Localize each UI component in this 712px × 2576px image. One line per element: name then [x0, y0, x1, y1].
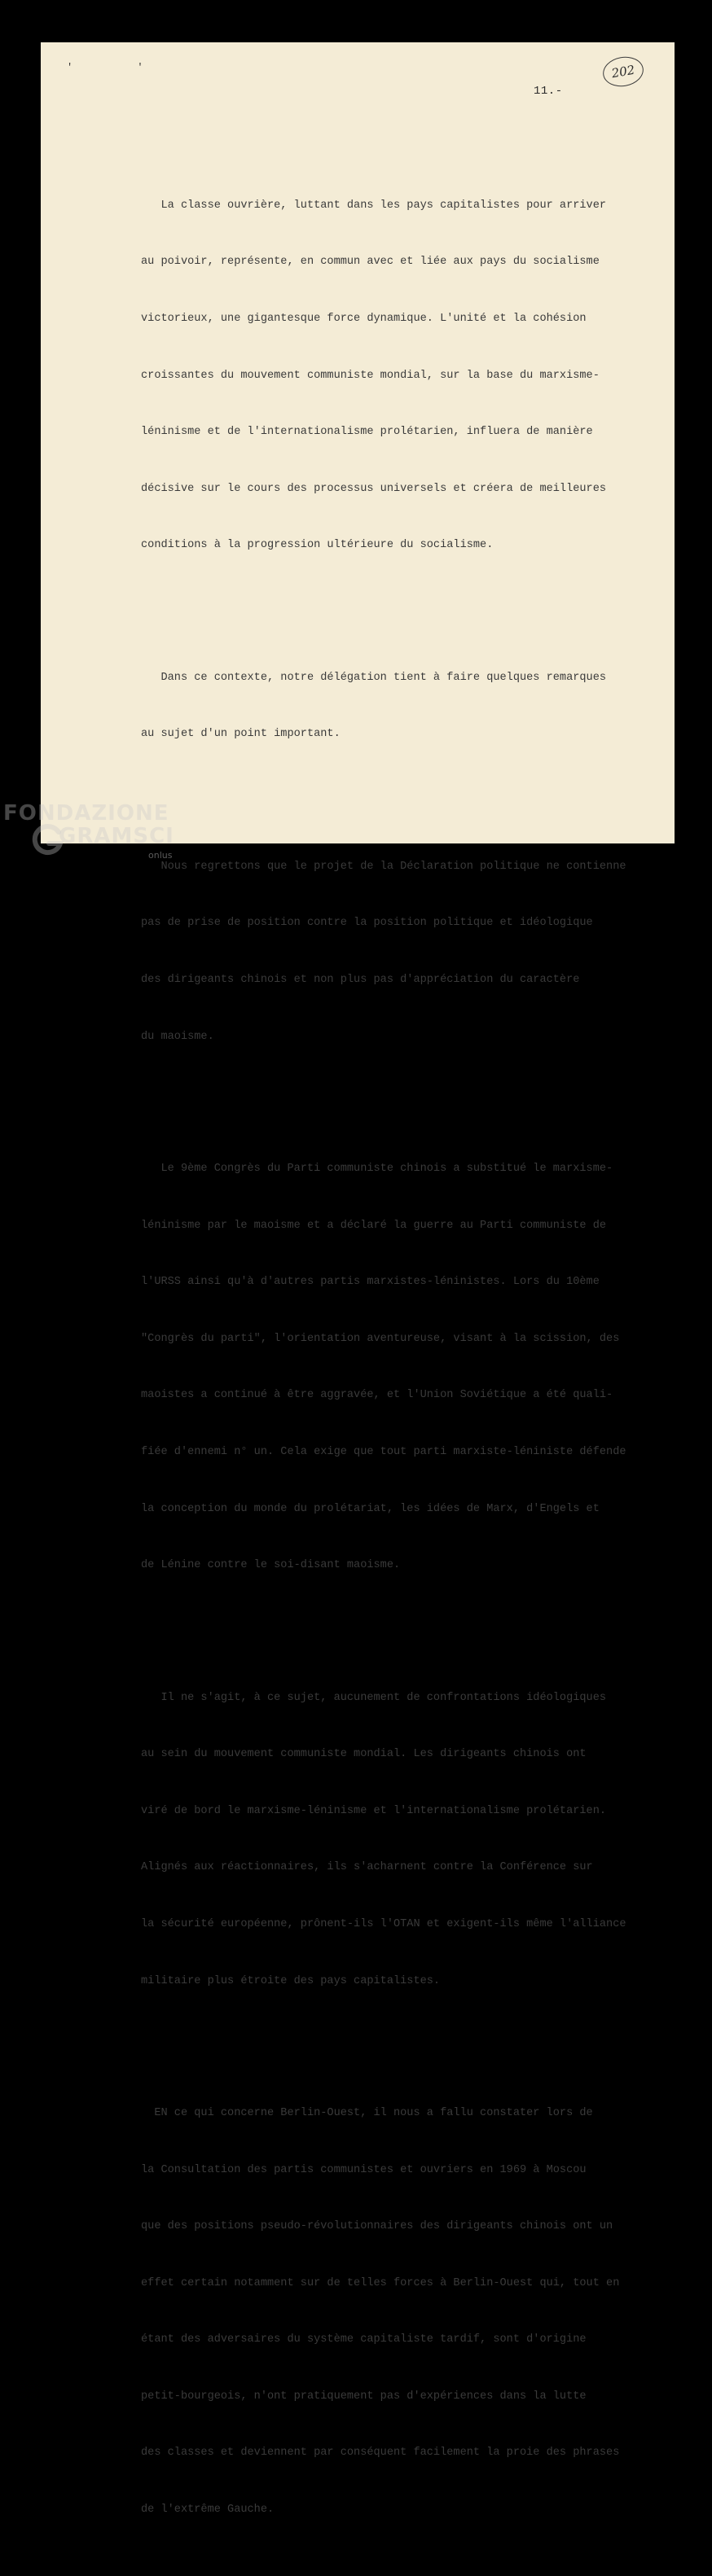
logo-line-fondazione: FONDAZIONE [3, 801, 169, 826]
text-line: des classes et deviennent par conséquent facilement la proie des phrases [141, 2447, 620, 2460]
text-line: étant des adversaires du système capitaliste tardif, sont d'origine [141, 2333, 587, 2346]
text-line: EN ce qui concerne Berlin-Ouest, il nous a fallu constater lors de [141, 2106, 593, 2119]
text-line: la Consultation des partis communistes et ouvriers en 1969 à Moscou [141, 2163, 587, 2176]
text-line: la sécurité européenne, prônent-ils l'OTAN et exigent-ils même l'alliance [141, 1917, 626, 1930]
text-line: du maoisme. [141, 1030, 214, 1043]
text-line: léninisme et de l'internationalisme prolétarien, influera de manière [141, 426, 593, 439]
document-body [141, 120, 630, 2576]
text-line: au sein du mouvement communiste mondial. Les dirigeants chinois ont [141, 1748, 587, 1761]
text-line: "Congrès du parti", l'orientation aventureuse, visant à la scission, des [141, 1332, 620, 1345]
text-line: effet certain notamment sur de telles forces à Berlin-Ouest qui, tout en [141, 2276, 620, 2289]
text-line: Le 9ème Congrès du Parti communiste chinois a substitué le marxisme- [141, 1162, 613, 1175]
paragraph [141, 1650, 630, 2028]
text-line: victorieux, une gigantesque force dynamique. L'unité et la cohésion [141, 313, 587, 325]
text-line: petit-bourgeois, n'ont pratiquement pas d'expériences dans la lutte [141, 2390, 587, 2403]
paragraph [141, 630, 630, 782]
text-line: Dans ce contexte, notre délégation tient à faire quelques remarques [141, 671, 607, 684]
text-line: Il ne s'agit, à ce sujet, aucunement de confrontations idéologiques [141, 1691, 607, 1704]
paragraph [141, 1122, 630, 1613]
text-line: léninisme par le maoisme et a déclaré la guerre au Parti communiste de [141, 1219, 607, 1232]
text-line: conditions à la progression ultérieure du socialisme. [141, 539, 494, 552]
logo-line-gramsci: GRAMSCI [59, 824, 174, 848]
logo-onlus: onlus [148, 850, 173, 861]
paragraph [141, 2066, 630, 2557]
text-line: fiée d'ennemi n° un. Cela exige que tout parti marxiste-léniniste défende [141, 1445, 626, 1458]
text-line: de l'extrême Gauche. [141, 2504, 275, 2517]
corner-marks: ' ' [67, 62, 173, 73]
text-line: des dirigeants chinois et non plus pas d'appréciation du caractère [141, 973, 580, 986]
text-line: maoistes a continué à être aggravée, et l'Union Soviétique a été quali- [141, 1389, 613, 1402]
fondazione-gramsci-logo [3, 801, 174, 861]
text-line: pas de prise de position contre la position politique et idéologique [141, 917, 593, 930]
stamp-number: 202 [610, 62, 636, 81]
text-line: que des positions pseudo-révolutionnaires des dirigeants chinois ont un [141, 2220, 613, 2233]
text-line: au sujet d'un point important. [141, 728, 341, 741]
text-line: l'URSS ainsi qu'à d'autres partis marxistes-léninistes. Lors du 10ème [141, 1276, 600, 1289]
paragraph [141, 819, 630, 1084]
text-line: au poivoir, représente, en commun avec et liée aux pays du socialisme [141, 256, 600, 269]
text-line: croissantes du mouvement communiste mondial, sur la base du marxisme- [141, 369, 600, 382]
text-line: Nous regrettons que le projet de la Déclaration politique ne contienne [141, 860, 626, 873]
text-line: La classe ouvrière, luttant dans les pays capitalistes pour arriver [141, 199, 607, 212]
text-line: militaire plus étroite des pays capitalistes. [141, 1974, 441, 1987]
text-line: de Lénine contre le soi-disant maoisme. [141, 1559, 401, 1572]
text-line: Alignés aux réactionnaires, ils s'acharnent contre la Conférence sur [141, 1861, 593, 1874]
paragraph [141, 158, 630, 593]
text-line: la conception du monde du prolétariat, les idées de Marx, d'Engels et [141, 1502, 600, 1515]
text-line: décisive sur le cours des processus universels et créera de meilleures [141, 482, 607, 495]
text-line: viré de bord le marxisme-léninisme et l'internationalisme prolétarien. [141, 1804, 607, 1817]
page-number: 11.- [534, 85, 563, 98]
